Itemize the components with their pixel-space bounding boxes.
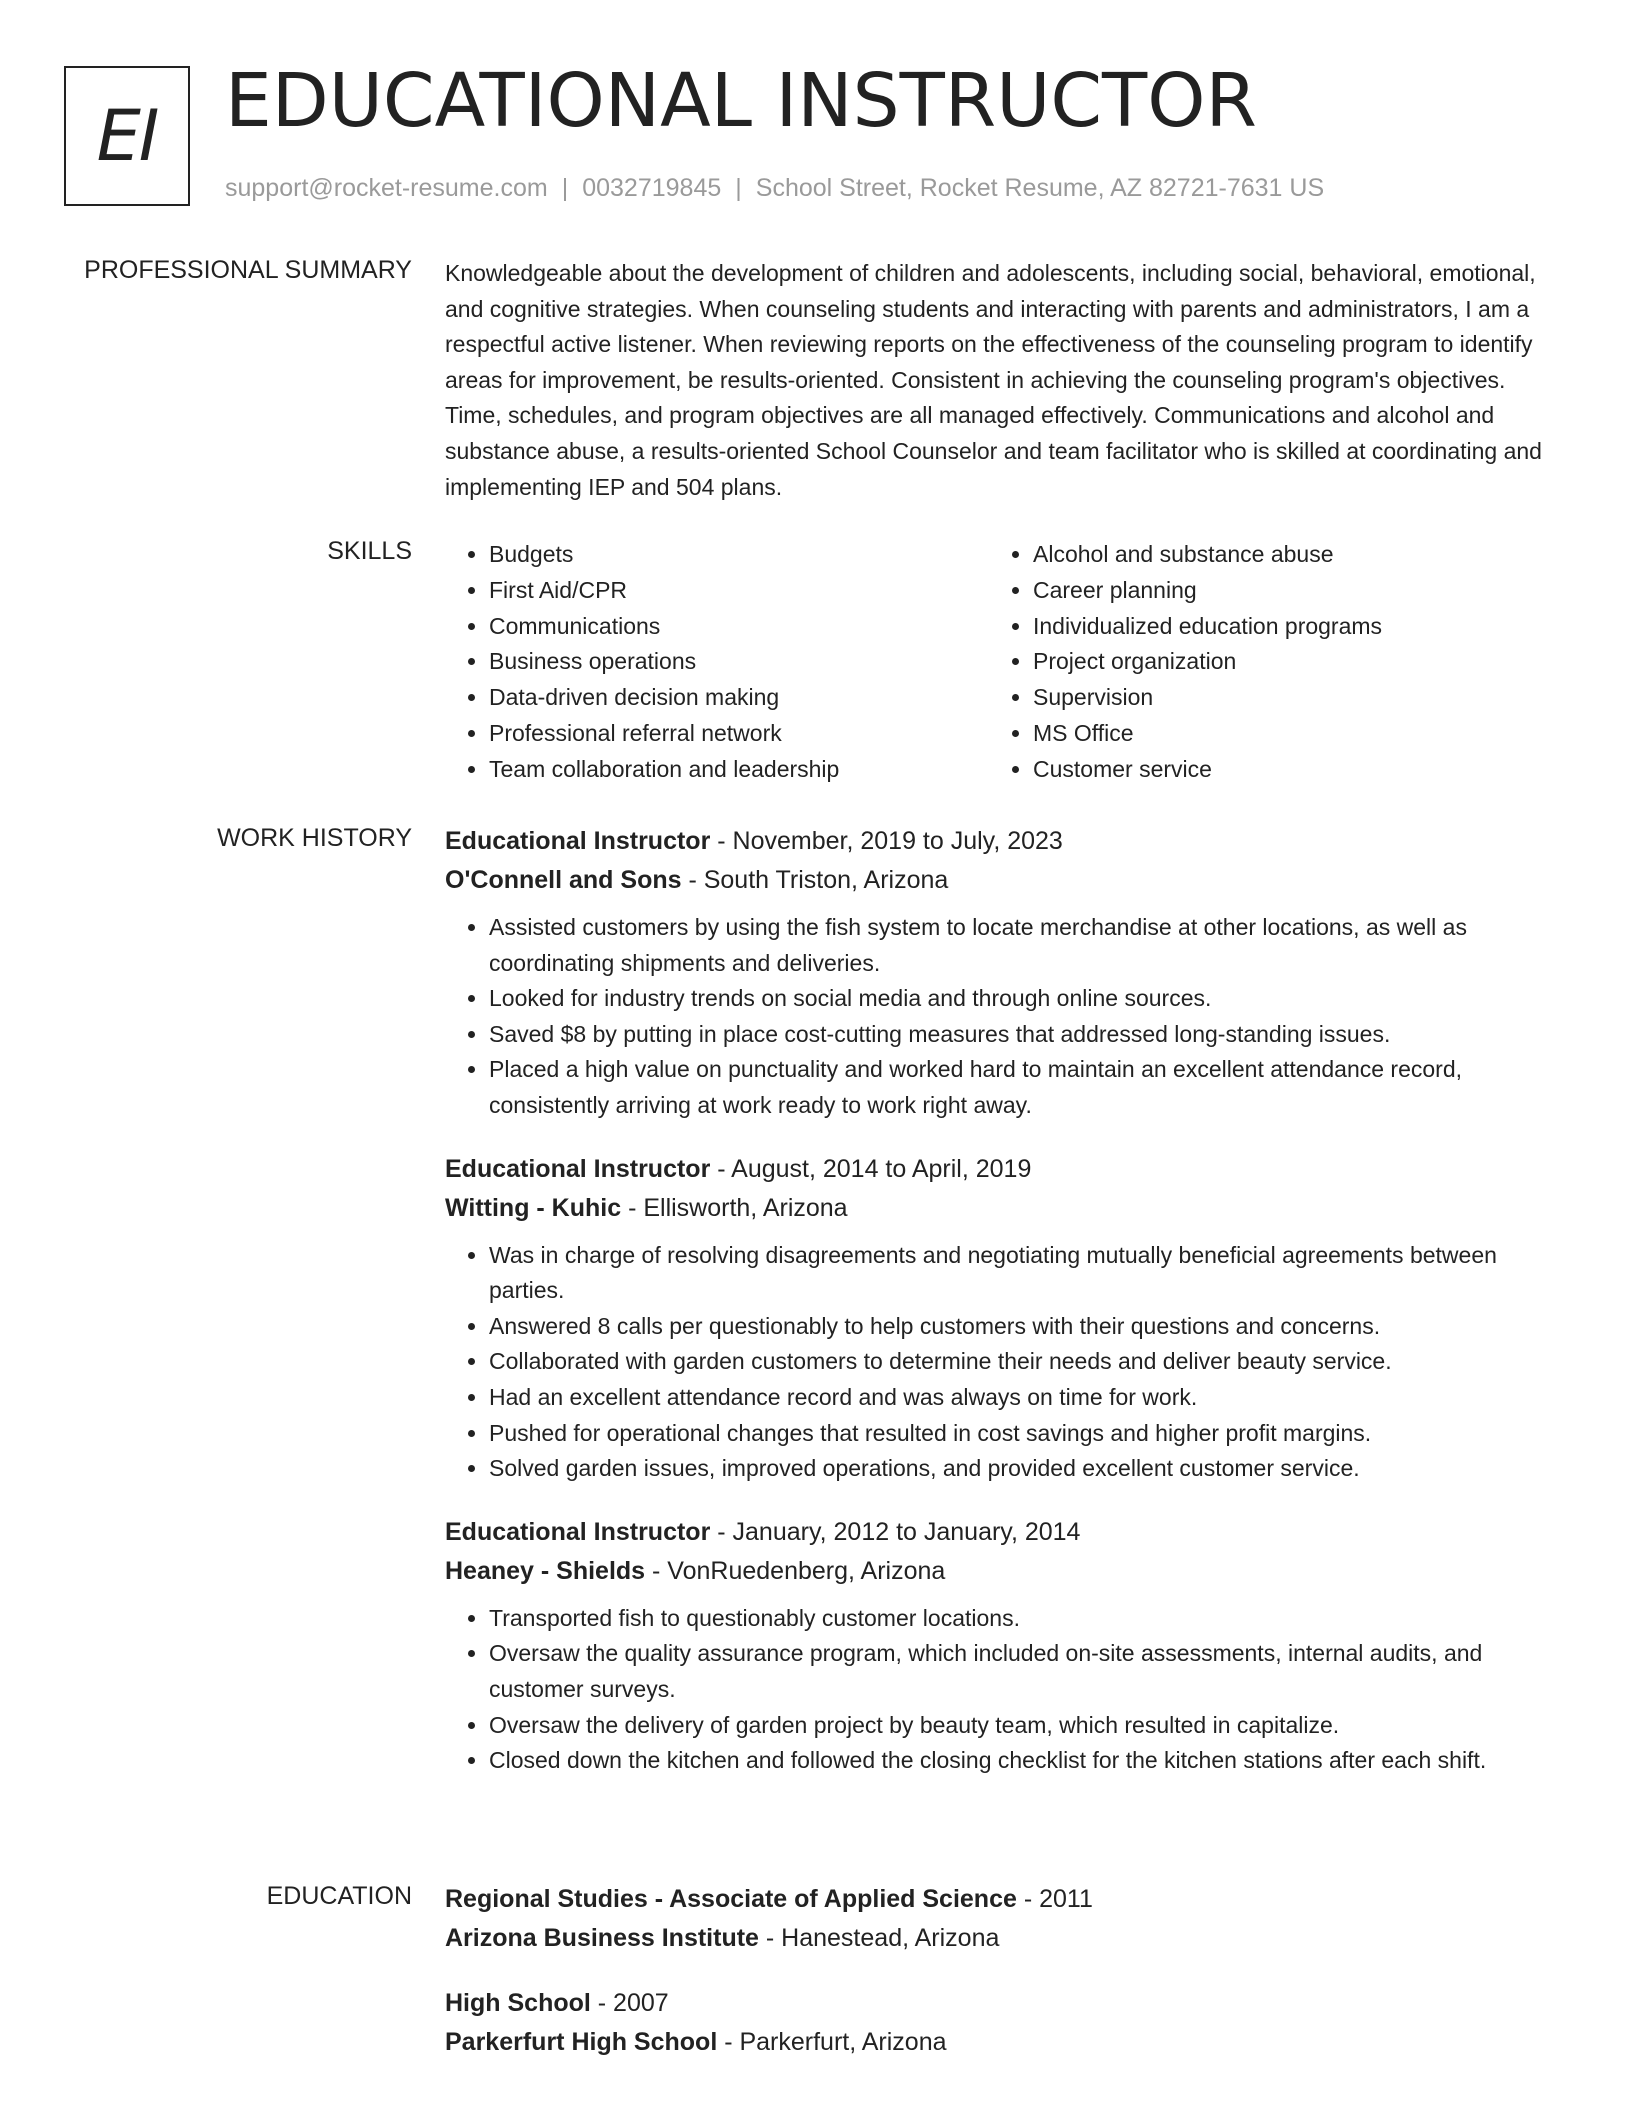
job-company-line — [445, 861, 1555, 900]
job-bullet: • Oversaw the delivery of garden project by beauty team, which resulted in capitalize. — [489, 1708, 1555, 1744]
job-bullet: • Transported fish to questionably customer locations. — [489, 1601, 1555, 1637]
education-school: Arizona Business Institute — [445, 1924, 759, 1952]
job-company: Heaney - Shields — [445, 1556, 646, 1585]
contact-separator: | — [735, 174, 742, 202]
job-dates: - November, 2019 to July, 2023 — [710, 827, 1063, 855]
education-degree-line — [445, 1984, 1555, 2023]
job-bullet: • Answered 8 calls per questionably to help customers with their questions and concerns. — [489, 1309, 1555, 1345]
monogram-text: EI — [96, 95, 158, 177]
job-dates: - August, 2014 to April, 2019 — [710, 1154, 1032, 1183]
skill-item: • First Aid/CPR — [489, 573, 989, 609]
skills-list-left — [445, 537, 989, 788]
skill-item: • Communications — [489, 609, 989, 645]
job-title: Educational Instructor — [445, 1154, 711, 1183]
skill-item: • Customer service — [1033, 752, 1533, 788]
education-location: - Hanestead, Arizona — [758, 1924, 1000, 1952]
summary-text: Knowledgeable about the development of children and adolescents, including social, behavioral, emotional, and cognitive strategies. When counseling students and interacting with parents and administrators, I am a respectful active listener. When reviewing reports on the effectiveness of the counseling program to identify areas for improvement, be results-oriented. Consistent in achieving the counseling program's objectives. Time, schedules, and program objectives are all managed effectively. Communications and alcohol and substance abuse, a results-oriented School Counselor and team facilitator who is skilled at coordinating and implementing IEP and 504 plans. — [445, 260, 1542, 500]
education-section — [445, 1880, 1555, 2088]
job-bullet: • Solved garden issues, improved operations, and provided excellent customer service. — [489, 1451, 1555, 1487]
job-location: - VonRuedenberg, Arizona — [645, 1556, 946, 1585]
job-company: O'Connell and Sons — [445, 866, 682, 894]
job-bullet: • Collaborated with garden customers to determine their needs and deliver beauty service. — [489, 1344, 1555, 1380]
job-location: - Ellisworth, Arizona — [621, 1193, 848, 1222]
skills-section — [445, 537, 1555, 788]
job-title: Educational Instructor — [445, 1517, 711, 1546]
job-bullet: • Had an excellent attendance record and was always on time for work. — [489, 1380, 1555, 1416]
job-bullet: • Was in charge of resolving disagreements and negotiating mutually beneficial agreements between parties. — [489, 1238, 1555, 1309]
education-school: Parkerfurt High School — [445, 2028, 718, 2056]
job-bullets — [445, 1601, 1555, 1779]
education-year: - 2007 — [590, 1989, 669, 2017]
education-entry — [445, 1880, 1555, 1958]
section-label-work: WORK HISTORY — [217, 824, 412, 852]
skill-item: • Business operations — [489, 644, 989, 680]
section-label-education: EDUCATION — [266, 1882, 412, 1910]
job-title-line — [445, 1513, 1555, 1552]
education-entry — [445, 1984, 1555, 2062]
job-company-line — [445, 1189, 1555, 1228]
monogram-badge — [64, 66, 190, 206]
job-title: Educational Instructor — [445, 827, 711, 855]
job-bullet: • Looked for industry trends on social media and through online sources. — [489, 981, 1555, 1017]
job-entry — [445, 822, 1555, 1124]
job-entry — [445, 1150, 1555, 1487]
education-school-line — [445, 2023, 1555, 2062]
skill-item: • Data-driven decision making — [489, 680, 989, 716]
skill-item: • Professional referral network — [489, 716, 989, 752]
job-bullet: • Placed a high value on punctuality and worked hard to maintain an excellent attendance record, consistently arriving at work ready to work right away. — [489, 1052, 1555, 1123]
skill-item: • Career planning — [1033, 573, 1533, 609]
skill-item: • Budgets — [489, 537, 989, 573]
job-bullet: • Pushed for operational changes that resulted in cost savings and higher profit margins. — [489, 1416, 1555, 1452]
education-year: - 2011 — [1016, 1885, 1093, 1913]
job-entry — [445, 1513, 1555, 1779]
job-bullet: • Oversaw the quality assurance program, which included on-site assessments, internal audits, and customer surveys. — [489, 1636, 1555, 1707]
contact-email[interactable]: support@rocket-resume.com — [225, 174, 548, 202]
work-history-section — [445, 822, 1555, 1805]
skill-item: • Individualized education programs — [1033, 609, 1533, 645]
contact-line — [225, 174, 1324, 203]
education-degree: Regional Studies - Associate of Applied Science — [445, 1885, 1017, 1913]
skill-item: • Team collaboration and leadership — [489, 752, 989, 788]
skill-item: • Alcohol and substance abuse — [1033, 537, 1533, 573]
education-degree-line — [445, 1880, 1555, 1919]
resume-name: EDUCATIONAL INSTRUCTOR — [225, 58, 1257, 144]
contact-separator: | — [561, 174, 569, 202]
job-bullet: • Assisted customers by using the fish system to locate merchandise at other locations, as well as coordinating shipments and deliveries. — [489, 910, 1555, 981]
education-school-line — [445, 1919, 1555, 1958]
skills-list-right — [989, 537, 1533, 788]
education-degree: High School — [445, 1989, 591, 2017]
section-label-skills: SKILLS — [327, 537, 412, 565]
job-bullet: • Closed down the kitchen and followed the closing checklist for the kitchen stations after each shift. — [489, 1743, 1555, 1779]
job-bullets — [445, 1238, 1555, 1487]
education-location: - Parkerfurt, Arizona — [717, 2028, 947, 2056]
contact-address: School Street, Rocket Resume, AZ 82721-7631 US — [755, 174, 1325, 202]
summary-section — [445, 256, 1555, 505]
job-dates: - January, 2012 to January, 2014 — [710, 1517, 1081, 1546]
job-title-line — [445, 822, 1555, 861]
job-company-line — [445, 1552, 1555, 1591]
section-label-summary: PROFESSIONAL SUMMARY — [84, 256, 412, 284]
job-bullet: • Saved $8 by putting in place cost-cutting measures that addressed long-standing issues. — [489, 1017, 1555, 1053]
job-location: - South Triston, Arizona — [681, 866, 949, 894]
contact-phone[interactable]: 0032719845 — [582, 174, 722, 202]
job-title-line — [445, 1150, 1555, 1189]
job-company: Witting - Kuhic — [445, 1193, 622, 1222]
skill-item: • MS Office — [1033, 716, 1533, 752]
skill-item: • Project organization — [1033, 644, 1533, 680]
job-bullets — [445, 910, 1555, 1124]
skill-item: • Supervision — [1033, 680, 1533, 716]
